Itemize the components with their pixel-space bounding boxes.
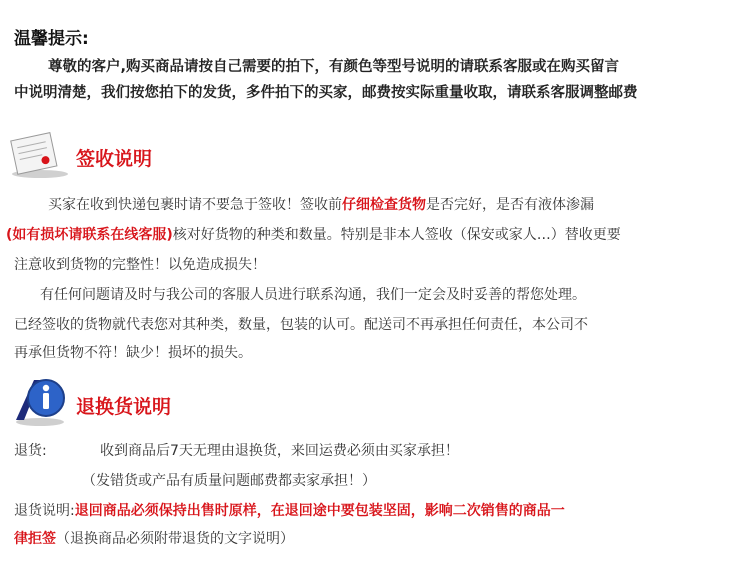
sign-paragraph-3: 注意收到货物的完整性！以免造成损失！ bbox=[14, 257, 266, 273]
returns-policy-line-2: 律拒签（退换商品必须附带退货的文字说明） bbox=[14, 531, 294, 547]
sign-paragraph-1: 买家在收到快递包裹时请不要急于签收！签收前仔细检查货物是否完好，是否有液体渗漏 bbox=[48, 197, 594, 213]
notice-line-2: 中说明清楚，我们按您拍下的发货，多件拍下的买家，邮费按实际重量收取，请联系客服调整邮费 bbox=[14, 85, 638, 101]
returns-title: 退换货说明 bbox=[76, 396, 172, 418]
sign-paragraph-2: (如有损坏请联系在线客服)核对好货物的种类和数量。特别是非本人签收（保安或家人…）替收更要 bbox=[6, 227, 621, 243]
document-icon bbox=[6, 128, 72, 180]
returns-policy-line-1: 退货说明:退回商品必须保持出售时原样，在退回途中要包装坚固，影响二次销售的商品一 bbox=[14, 503, 565, 519]
sign-title: 签收说明 bbox=[76, 148, 153, 170]
sign-paragraph-5: 已经签收的货物就代表您对其种类，数量，包装的认可。配送司不再承担任何责任，本公司不 bbox=[14, 317, 588, 333]
returns-text-1: 收到商品后7天无理由退换货，来回运费必须由买家承担！ bbox=[100, 443, 459, 459]
sign-paragraph-6: 再承但货物不符！缺少！损坏的损失。 bbox=[14, 345, 252, 361]
returns-text-2: （发错货或产品有质量问题邮费都卖家承担！） bbox=[82, 473, 376, 489]
notice-title: 温馨提示: bbox=[14, 29, 89, 49]
sign-paragraph-4: 有任何问题请及时与我公司的客服人员进行联系沟通，我们一定会及时妥善的帮您处理。 bbox=[40, 287, 586, 303]
returns-label: 退货: bbox=[14, 443, 47, 459]
info-ai-icon bbox=[10, 374, 72, 428]
notice-line-1: 尊敬的客户,购买商品请按自己需要的拍下，有颜色等型号说明的请联系客服或在购买留言 bbox=[48, 59, 620, 75]
